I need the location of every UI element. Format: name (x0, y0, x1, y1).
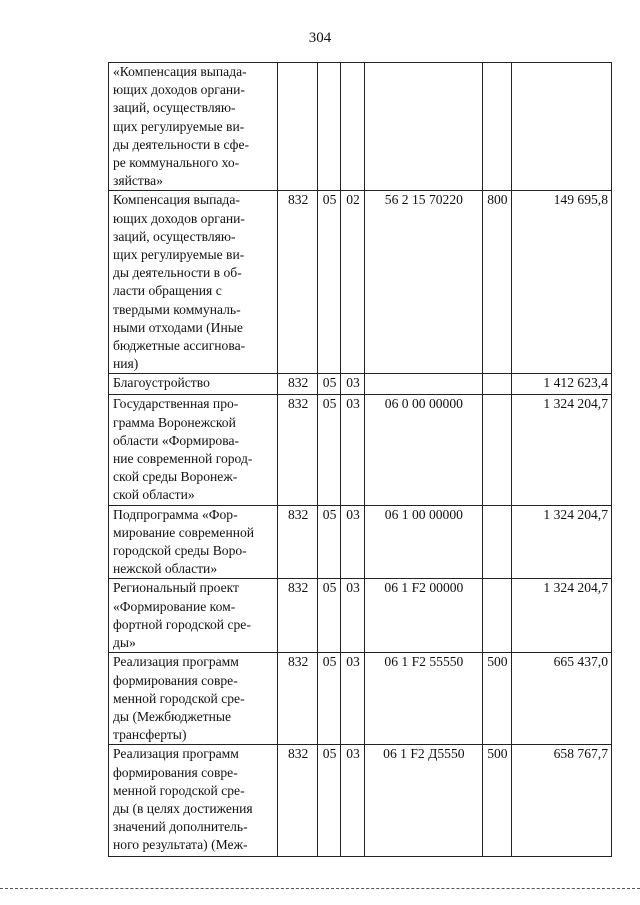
row-subsection: 03 (341, 579, 364, 653)
row-name: Реализация программ формирования совре- менной городской сре- ды (Межбюджетные трансферты) (109, 653, 278, 745)
row-section: 05 (317, 653, 340, 745)
row-subsection: 03 (341, 395, 364, 505)
row-amount: 1 324 204,7 (511, 395, 611, 505)
table-row (109, 374, 612, 395)
row-subsection: 03 (341, 745, 364, 857)
row-expense-type: 500 (483, 745, 512, 857)
row-target-article: 56 2 15 70220 (364, 191, 482, 374)
row-target-article: 06 1 00 00000 (364, 505, 482, 579)
page-bottom-rule (0, 888, 640, 889)
row-section: 05 (317, 745, 340, 857)
row-amount: 1 324 204,7 (511, 579, 611, 653)
row-expense-type (483, 395, 512, 505)
row-name: Благоустройство (109, 374, 278, 395)
row-code: 832 (278, 579, 317, 653)
row-amount: 149 695,8 (511, 191, 611, 374)
row-expense-type: 800 (483, 191, 512, 374)
row-code: 832 (278, 653, 317, 745)
row-amount: 665 437,0 (511, 653, 611, 745)
row-expense-type (483, 374, 512, 395)
row-target-article: 06 1 F2 00000 (364, 579, 482, 653)
row-expense-type: 500 (483, 653, 512, 745)
row-code: 832 (278, 745, 317, 857)
row-subsection: 03 (341, 653, 364, 745)
row-name: Государственная про- грамма Воронежской области «Формирова- ние современной город- ской среды Воронеж- ской области» (109, 395, 278, 505)
row-expense-type (483, 63, 512, 191)
table-row (109, 63, 612, 191)
row-expense-type (483, 579, 512, 653)
row-target-article: 06 0 00 00000 (364, 395, 482, 505)
row-name: Реализация программ формирования совре- менной городской сре- ды (в целях достижения значений дополнитель- ного результата) (Меж- (109, 745, 278, 857)
page-number: 304 (308, 30, 332, 46)
row-target-article: 06 1 F2 55550 (364, 653, 482, 745)
table-row (109, 505, 612, 579)
row-code: 832 (278, 191, 317, 374)
table-row (109, 745, 612, 857)
budget-table (108, 62, 612, 857)
table-row (109, 653, 612, 745)
row-code: 832 (278, 395, 317, 505)
row-name: Компенсация выпада- ющих доходов органи- заций, осуществляю- щих регулируемые ви- ды деятельности в об- ласти обращения с твердыми коммуналь- ными отходами (Иные бюджетные ассигнова- ния) (109, 191, 278, 374)
row-code: 832 (278, 374, 317, 395)
row-amount (511, 63, 611, 191)
table-row (109, 191, 612, 374)
row-section: 05 (317, 579, 340, 653)
row-expense-type (483, 505, 512, 579)
row-section: 05 (317, 374, 340, 395)
row-section: 05 (317, 505, 340, 579)
row-section: 05 (317, 395, 340, 505)
row-target-article: 06 1 F2 Д5550 (364, 745, 482, 857)
row-name: «Компенсация выпада- ющих доходов органи- заций, осуществляю- щих регулируемые ви- ды деятельности в сфе- ре коммунального хо- зяйства» (109, 63, 278, 191)
row-subsection (341, 63, 364, 191)
table-row (109, 579, 612, 653)
row-amount: 658 767,7 (511, 745, 611, 857)
table-body (109, 63, 612, 857)
table-row (109, 395, 612, 505)
row-name: Подпрограмма «Фор- мирование современной городской среды Воро- нежской области» (109, 505, 278, 579)
row-subsection: 02 (341, 191, 364, 374)
row-amount: 1 324 204,7 (511, 505, 611, 579)
row-target-article (364, 63, 482, 191)
row-subsection: 03 (341, 374, 364, 395)
row-target-article (364, 374, 482, 395)
row-code (278, 63, 317, 191)
row-subsection: 03 (341, 505, 364, 579)
row-section (317, 63, 340, 191)
row-amount: 1 412 623,4 (511, 374, 611, 395)
row-section: 05 (317, 191, 340, 374)
row-name: Региональный проект «Формирование ком- фортной городской сре- ды» (109, 579, 278, 653)
row-code: 832 (278, 505, 317, 579)
